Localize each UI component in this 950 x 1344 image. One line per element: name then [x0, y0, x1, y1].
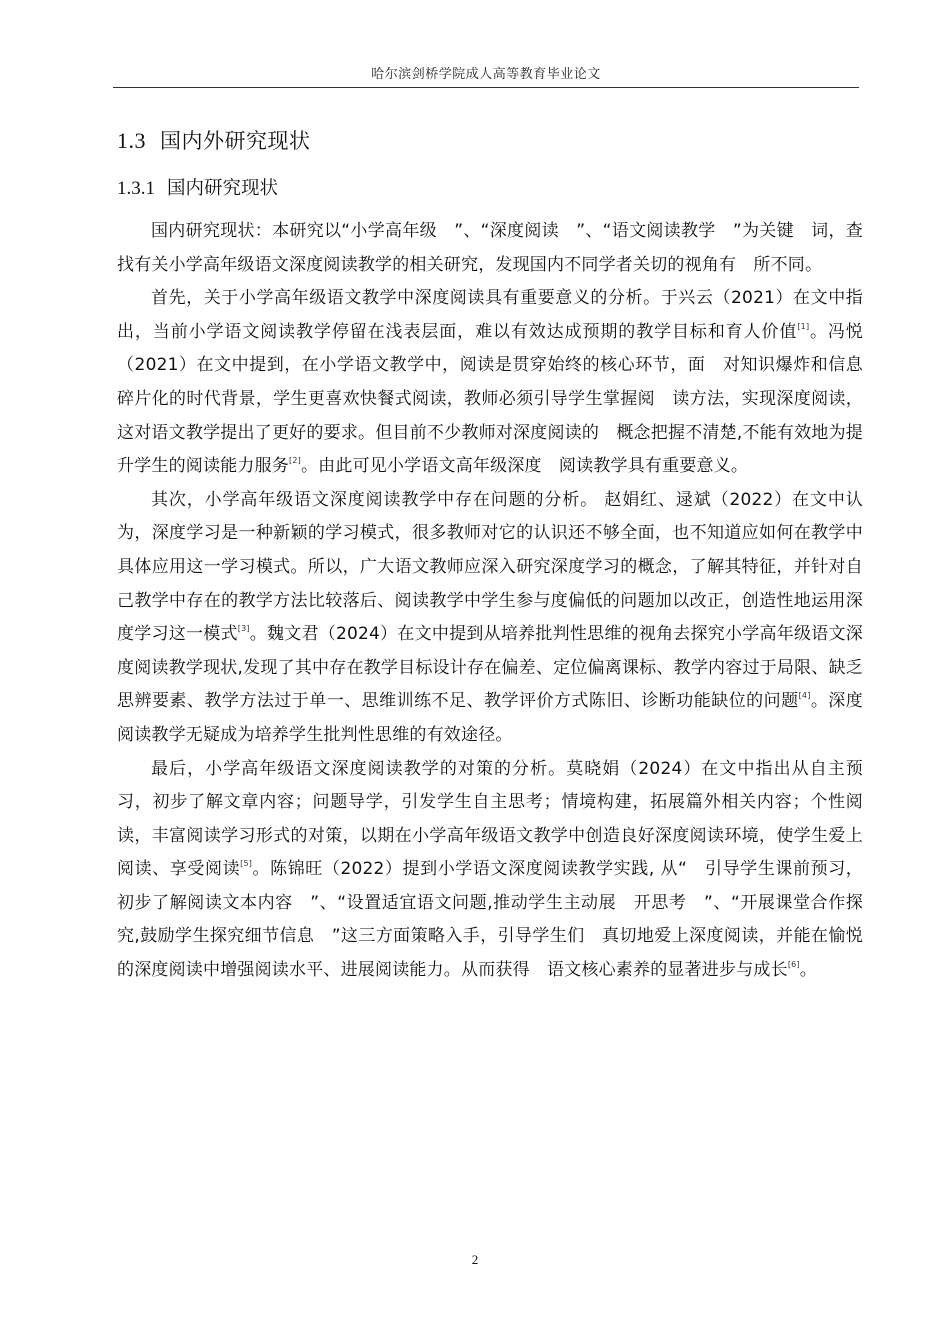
citation-ref: [2] [289, 456, 301, 466]
paragraph-text: 国内研究现状：本研究以“小学高年级 ”、“深度阅读 ”、“语文阅读教学 ”为关键 词，查找有关小学高年级语文深度阅读教学的相关研究，发现国内不同学者关切的视角有 所不同。 [117, 221, 863, 275]
paragraph-text: 最后，小学高年级语文深度阅读教学的对策的分析。莫晓娟（2024）在文中指出从自主预习，初步了解文章内容；问题导学，引发学生自主思考；情境构建，拓展篇外相关内容；个性阅读，丰富阅读学习形式的对策，以期在小学高年级语文教学中创造良好深度阅读环境，使学生爱上阅读、享受阅读 [117, 758, 863, 880]
paragraph-text: 首先，关于小学高年级语文教学中深度阅读具有重要意义的分析。于兴云（2021）在文中指出，当前小学语文阅读教学停留在浅表层面，难以有效达成预期的教学目标和育人价值 [117, 288, 863, 342]
section-heading [117, 125, 311, 155]
paragraph [117, 484, 863, 753]
citation-ref: [1] [797, 321, 810, 331]
paragraph [117, 753, 863, 988]
citation-ref: [4] [798, 691, 811, 701]
citation-ref: [6] [787, 960, 800, 970]
subsection-title: 国内研究现状 [167, 178, 279, 199]
section-title: 国内外研究现状 [160, 129, 311, 153]
paragraph-text: 。 [799, 960, 817, 981]
paragraph-text: 。深度阅读教学无疑成为培养学生批判性思维的有效途径。 [117, 691, 863, 745]
header-rule [113, 87, 859, 88]
citation-ref: [5] [240, 859, 253, 869]
subsection-number: 1.3.1 [117, 178, 155, 199]
citation-ref: [3] [237, 624, 250, 634]
paragraph [117, 282, 863, 484]
page-number: 2 [471, 1252, 479, 1267]
paragraph-text: 其次，小学高年级语文深度阅读教学中存在问题的分析。 赵娟红、逯斌（2022）在文中认为，深度学习是一种新颖的学习模式，很多教师对它的认识还不够全面，也不知道应如何在教学中具体应用这一学习模式。所以，广大语文教师应深入研究深度学习的概念，了解其特征，并针对自己教学中存在的教学方法比较落后、阅读教学中学生参与度偏低的问题加以改正，创造性地运用深度学习这一模式 [117, 489, 863, 645]
section-number: 1.3 [117, 128, 146, 153]
paragraph-text: 。冯悦（2021）在文中提到，在小学语文教学中，阅读是贯穿始终的核心环节，面 对知识爆炸和信息碎片化的时代背景，学生更喜欢快餐式阅读，教师必须引导学生掌握阅 读方法，实现深度阅读，这对语文教学提出了更好的要求。但目前不少教师对深度阅读的 概念把握不清楚,不能有效地为提升学生的阅读能力服务 [117, 321, 863, 477]
paragraph [117, 215, 863, 282]
running-header: 哈尔滨剑桥学院成人高等教育毕业论文 [371, 67, 601, 82]
paragraph-text: 。由此可见小学语文高年级深度 阅读教学具有重要意义。 [300, 456, 749, 477]
paragraph-text: 。陈锦旺（2022）提到小学语文深度阅读教学实践, 从“ 引导学生课前预习，初步了解阅读文本内容 ”、“设置适宜语文问题,推动学生主动展 开思考 ”、“开展课堂合作探究,鼓励学生探究细节信息 ”这三方面策略入手，引导学生们 真切地爱上深度阅读，并能在愉悦的深度阅读中增强阅读水平、进展阅读能力。从而获得 语文核心素养的显著进步与成长 [117, 859, 863, 981]
subsection-heading [117, 174, 278, 200]
body-text [117, 215, 863, 988]
paragraph-text: 。魏文君（2024）在文中提到从培养批判性思维的视角去探究小学高年级语文深度阅读教学现状,发现了其中存在教学目标设计存在偏差、定位偏离课标、教学内容过于局限、缺乏思辨要素、教学方法过于单一、思维训练不足、教学评价方式陈旧、诊断功能缺位的问题 [117, 624, 863, 712]
